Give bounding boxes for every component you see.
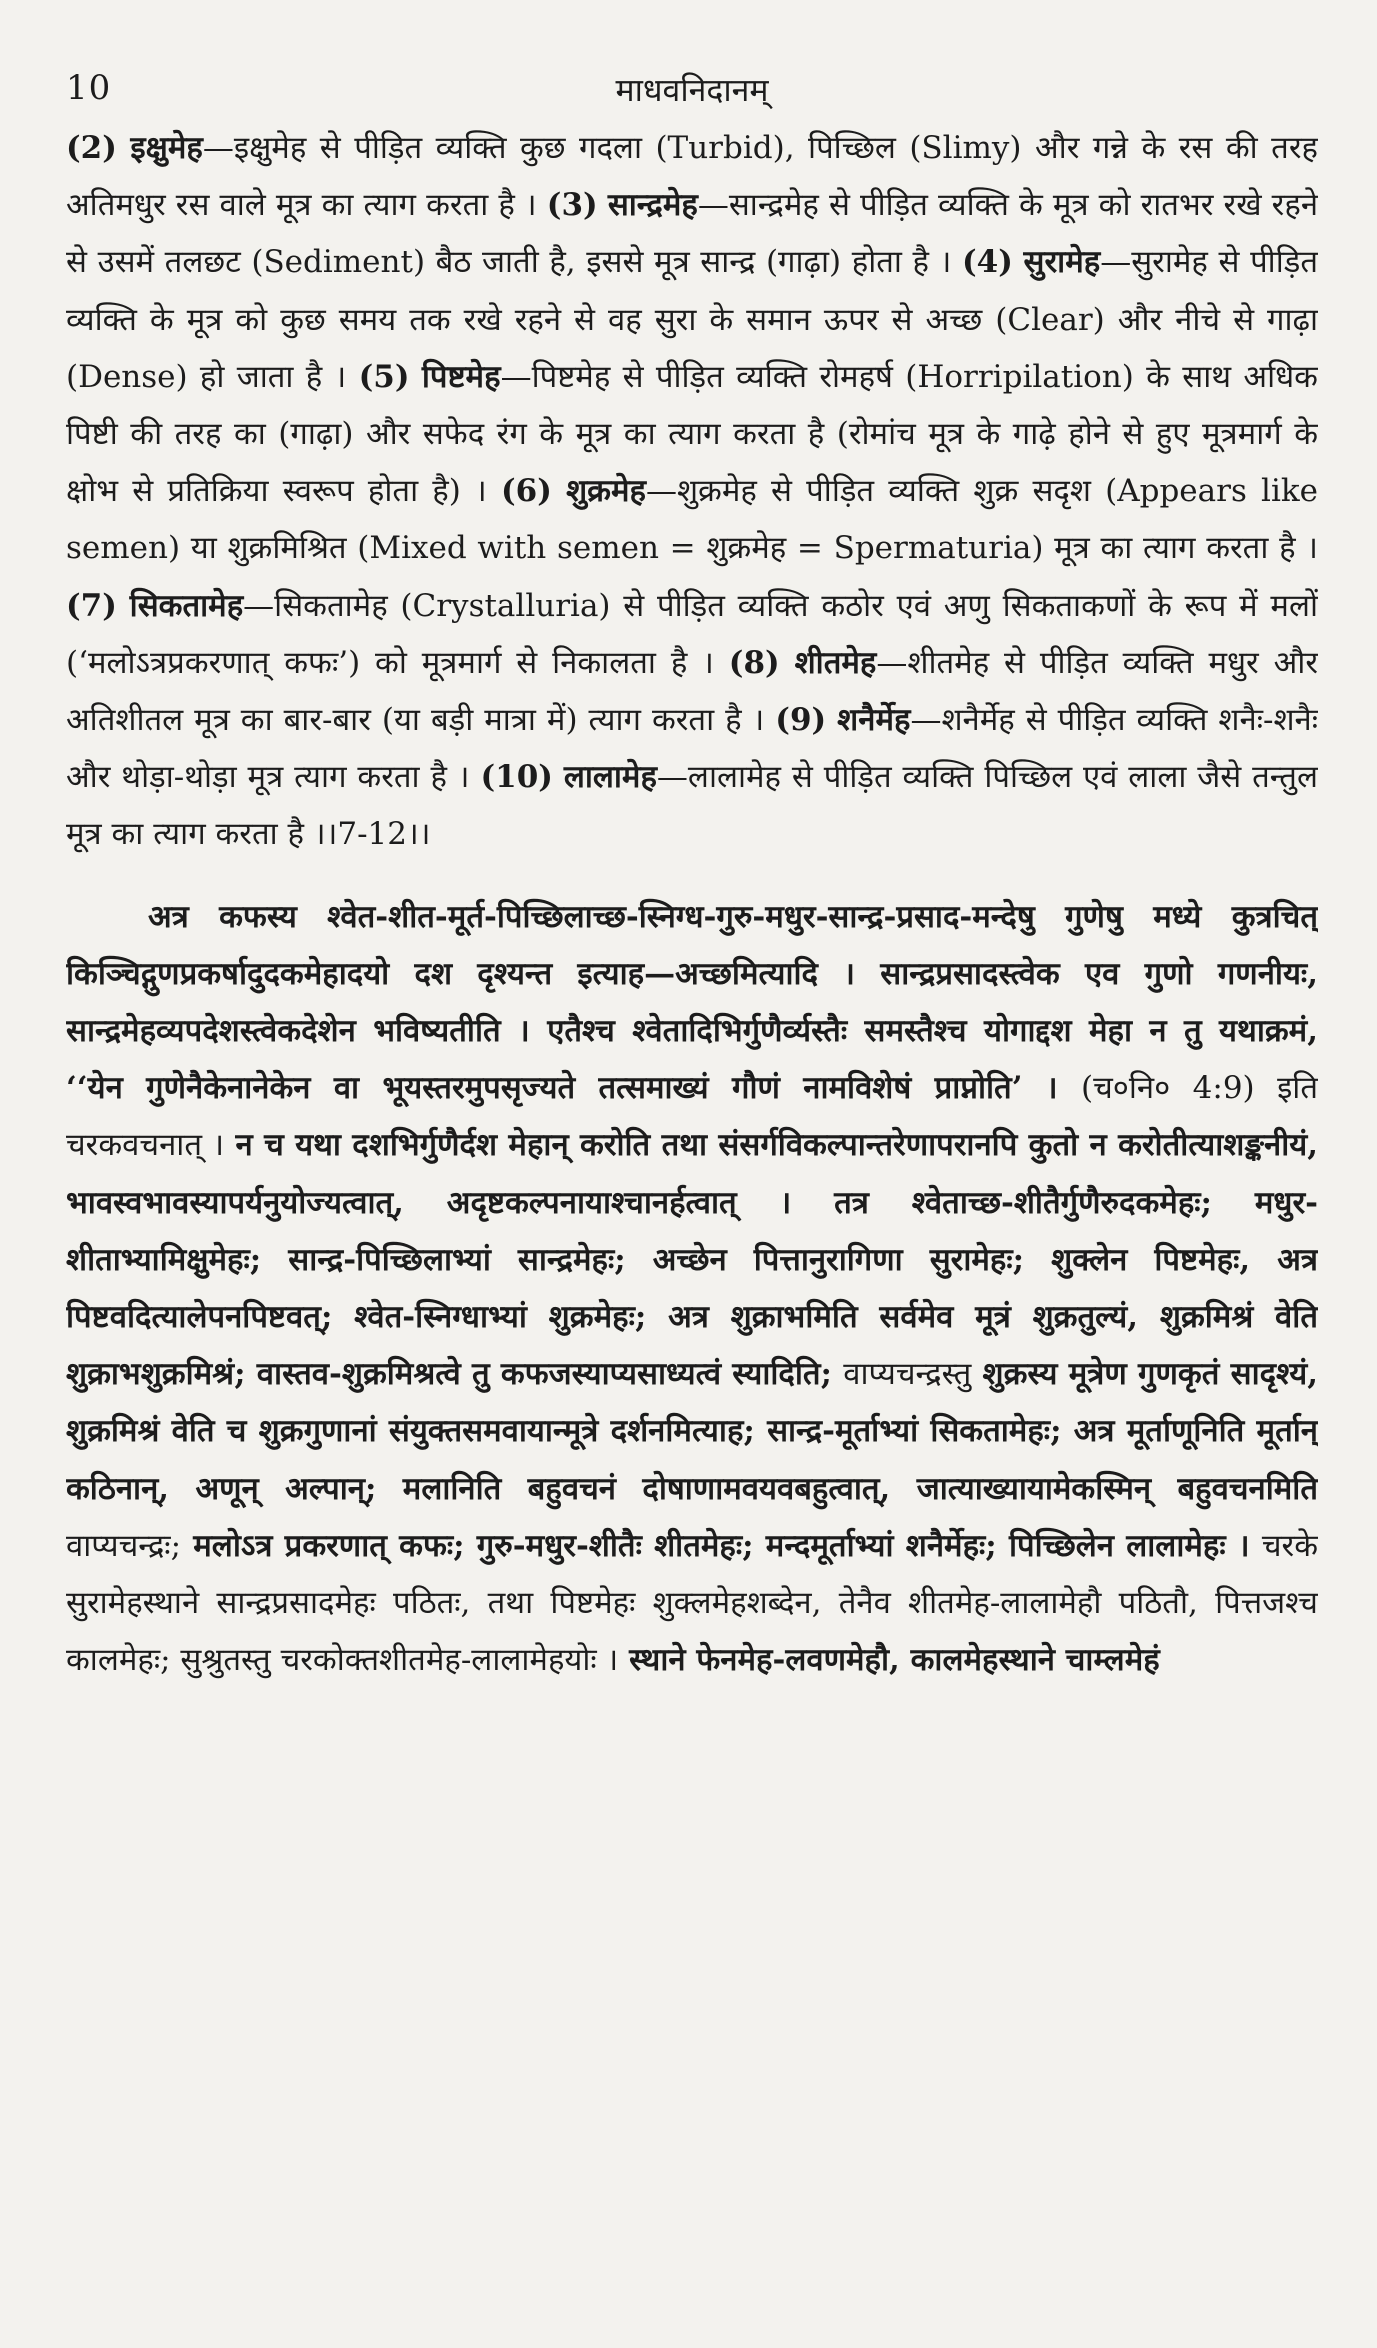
term-heading: सुरामेह	[1023, 244, 1101, 281]
verse-number: (8)	[728, 644, 780, 681]
term-heading: सान्द्रमेह	[607, 187, 698, 224]
commentary-text: न च यथा दशभिर्गुणैर्दश मेहान् करोति तथा संसर्गविकल्पान्तरेणापरानपि कुतो न करोतीत्याशङ्कनीयं, भावस्वभावस्यापर्यनुयोज्यत्वात्, अदृष्टकल्पनायाश्चानर्हत्वात् । तत्र श्वेताच्छ-शीतैर्गुणैरुदकमेहः; मधुर-शीताभ्यामिक्षुमेहः; सान्द्र-पिच्छिलाभ्यां सान्द्रमेहः; अच्छेन पित्तानुरागिणा सुरामेहः; शुक्लेन पिष्टमेहः, अत्र पिष्टवदित्यालेपनपिष्टवत्; श्वेत-स्निग्धाभ्यां शुक्रमेहः; अत्र शुक्राभमिति सर्वमेव मूत्रं शुक्रतुल्यं, शुक्रमिश्रं वेति शुक्राभशुक्रमिश्रं; वास्तव-शुक्रमिश्रत्वे तु कफजस्याप्यसाध्यत्वं स्यादिति;	[66, 1127, 1318, 1393]
term-heading: इक्षुमेह	[130, 130, 203, 166]
term-heading: शनैर्मेह	[837, 702, 911, 739]
hindi-translation-paragraph	[66, 120, 1318, 864]
verse-number: (7)	[66, 587, 117, 624]
body-text: —शुक्रमेह से पीड़ित व्यक्ति शुक्र सदृश (Appears like semen) या शुक्रमिश्रित (Mixed with semen = शुक्रमेह = Spermaturia) मूत्र का त्याग करता है ।	[66, 473, 1318, 567]
term-heading: पिष्टमेह	[421, 358, 501, 395]
body-text: —सिकतामेह (Crystalluria) से पीड़ित व्यक्ति कठोर एवं अणु सिकताकणों के रूप में मलों (‘मलोऽत्रप्रकरणात् कफः’) को मूत्रमार्ग से निकालता है ।	[66, 587, 1318, 681]
term-heading: शुक्रमेह	[566, 473, 646, 510]
page-number: 10	[66, 68, 112, 108]
commentary-text: शुक्रस्य मूत्रेण गुणकृतं सादृश्यं, शुक्रमिश्रं वेति च शुक्रगुणानां संयुक्तसमवायान्मूत्रे दर्शनमित्याह; सान्द्र-मूर्ताभ्यां सिकतामेहः; अत्र मूर्ताणूनिति मूर्तान् कठिनान्, अणून् अल्पान्; मलानिति बहुवचनं दोषाणामवयवबहुत्वात्, जात्याख्यायामेकस्मिन् बहुवचनमिति	[66, 1356, 1318, 1507]
body-text: —सुरामेह से पीड़ित व्यक्ति के मूत्र को कुछ समय तक रखे रहने से वह सुरा के समान ऊपर से अच्छ (Clear) और नीचे से गाढ़ा (Dense) हो जाता है ।	[66, 244, 1318, 395]
body-text: —इक्षुमेह से पीड़ित व्यक्ति कुछ गदला (Turbid), पिच्छिल (Slimy) और गन्ने के रस की तरह अतिमधुर रस वाले मूत्र का त्याग करता है ।	[66, 130, 1318, 224]
term-heading: सिकतामेह	[129, 587, 244, 624]
running-title: माधवनिदानम्	[615, 71, 769, 109]
term-heading: शीतमेह	[794, 644, 877, 681]
body-text: —लालामेह से पीड़ित व्यक्ति पिच्छिल एवं लाला जैसे तन्तुल मूत्र का त्याग करता है ।।7-12।।	[66, 759, 1318, 853]
book-page	[66, 60, 1318, 2310]
body-text: —शनैर्मेह से पीड़ित व्यक्ति शनैः-शनैः और थोड़ा-थोड़ा मूत्र त्याग करता है ।	[66, 702, 1318, 796]
verse-number: (4)	[962, 244, 1013, 281]
verse-number: (9)	[775, 702, 827, 739]
body-text: —शीतमेह से पीड़ित व्यक्ति मधुर और अतिशीतल मूत्र का बार-बार (या बड़ी मात्रा में) त्याग करता है ।	[66, 644, 1318, 739]
verse-number: (10)	[480, 759, 553, 796]
commentary-name: वाप्यचन्द्रस्तु	[843, 1356, 972, 1393]
body-text: —सान्द्रमेह से पीड़ित व्यक्ति के मूत्र को रातभर रखे रहने से उसमें तलछट (Sediment) बैठ जाती है, इससे मूत्र सान्द्र (गाढ़ा) होता है ।	[66, 187, 1318, 281]
page-header	[66, 60, 1318, 120]
verse-number: (6)	[500, 473, 552, 510]
verse-number: (5)	[358, 358, 410, 395]
commentary-text: अत्र कफस्य श्वेत-शीत-मूर्त-पिच्छिलाच्छ-स्निग्ध-गुरु-मधुर-सान्द्र-प्रसाद-मन्देषु गुणेषु मध्ये कुत्रचित् किञ्चिद्गुणप्रकर्षादुदकमेहादयो दश दृश्यन्त इत्याह—अच्छमित्यादि । सान्द्रप्रसादस्त्वेक एव गुणो गणनीयः, सान्द्रमेहव्यपदेशस्त्वेकदेशेन भविष्यतीति । एतैश्च श्वेतादिभिर्गुणैर्व्यस्तैः समस्तैश्च योगाद्दश मेहा न तु यथाक्रमं, ‘‘येन गुणेनैकेनानेकेन वा भूयस्तरमुपसृज्यते तत्समाख्यं गौणं नामविशेषं प्राप्नोति’ ।	[66, 898, 1318, 1107]
commentary-text-plain: चरके सुरामेहस्थाने सान्द्रप्रसादमेहः पठितः, तथा पिष्टमेहः शुक्लमेहशब्देन, तेनैव शीतमेह-लालामेहौ पठितौ, पित्तजश्च कालमेहः; सुश्रुतस्तु चरकोक्तशीतमेह-लालामेहयोः ।	[66, 1527, 1318, 1679]
body-text: —पिष्टमेह से पीड़ित व्यक्ति रोमहर्ष (Horripilation) के साथ अधिक पिष्टी की तरह का (गाढ़ा) और सफेद रंग के मूत्र का त्याग करता है (रोमांच मूत्र के गाढ़े होने से हुए मूत्रमार्ग के क्षोभ से प्रतिक्रिया स्वरूप होता है) ।	[66, 358, 1318, 510]
commentary-text: स्थाने फेनमेह-लवणमेहौ, कालमेहस्थाने चाम्लमेहं	[629, 1642, 1160, 1679]
commentary-text: मलोऽत्र प्रकरणात् कफः; गुरु-मधुर-शीतैः शीतमेहः; मन्दमूर्ताभ्यां शनैर्मेहः; पिच्छिलेन लालामेहः ।	[193, 1527, 1250, 1564]
commentary-name: वाप्यचन्द्रः;	[66, 1527, 182, 1564]
verse-number: (2)	[66, 130, 117, 166]
term-heading: लालामेह	[563, 759, 657, 796]
sanskrit-commentary-paragraph	[66, 889, 1318, 1690]
verse-number: (3)	[546, 187, 598, 224]
citation: (च०नि० 4:9) इति चरकवचनात् ।	[66, 1070, 1318, 1164]
